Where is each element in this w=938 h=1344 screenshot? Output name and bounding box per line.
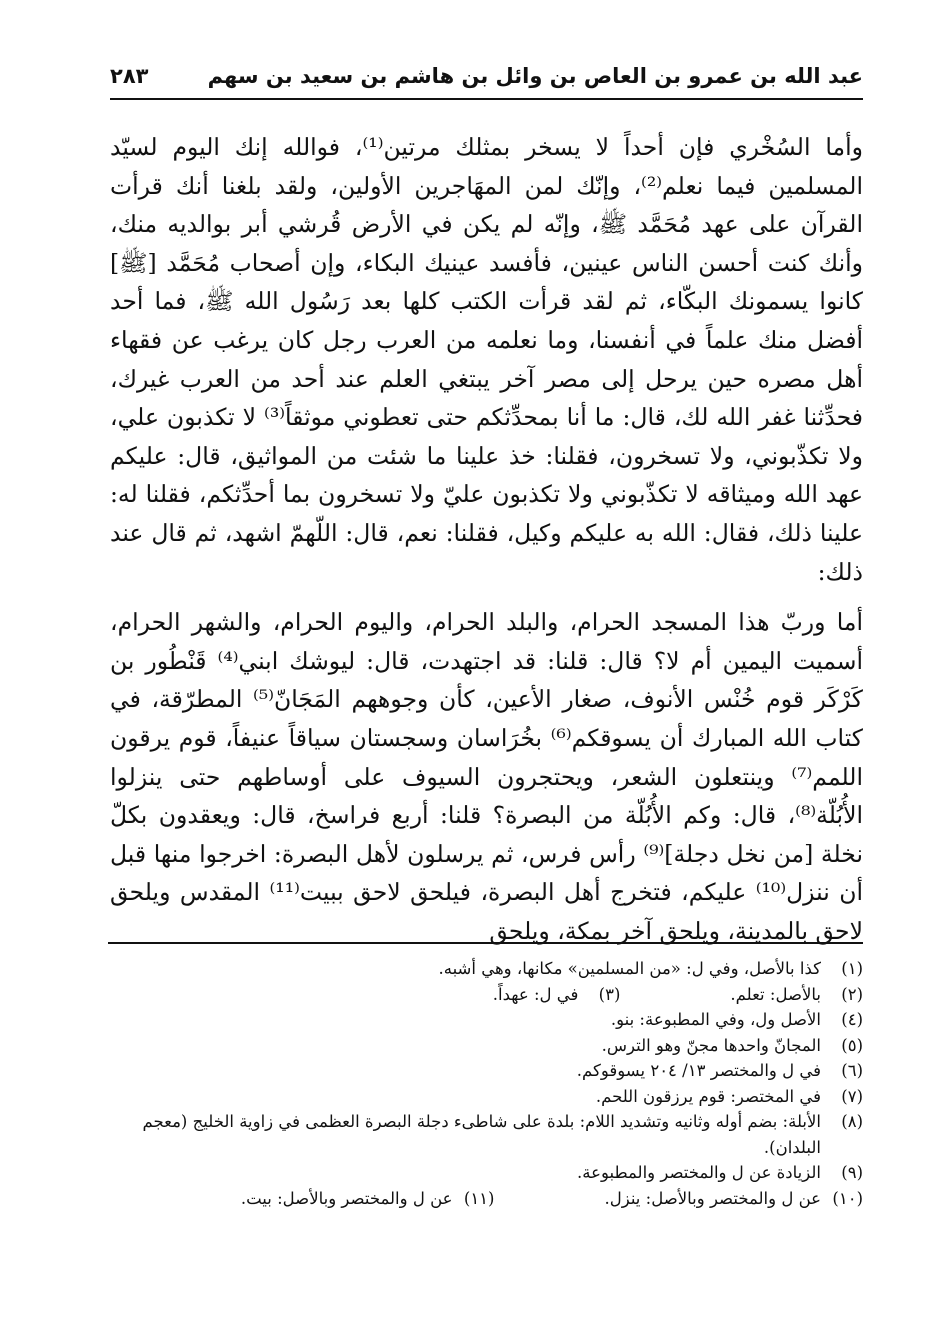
chapter-title: عبد الله بن عمرو بن العاص بن وائل بن هاشم بن سعيد بن سهم [207, 64, 863, 88]
footnote-item [110, 1160, 863, 1186]
footnote-number: (٥) [841, 1035, 863, 1055]
footnote-text: الأصل ول، وفي المطبوعة: بنو. [610, 1010, 821, 1029]
footnote-text: المجانّ واحدها مجنّ وهو الترس. [601, 1035, 821, 1055]
footnote-row [110, 982, 863, 1008]
footnote-text: بالأصل: تعلم. [730, 984, 821, 1004]
running-header [110, 62, 863, 100]
footnote-text: الأبلة: بضم أوله وثانيه وتشديد اللام: بلدة على شاطىء دجلة البصرة العظمى في زاوية الخليج (معجم البلدان). [142, 1112, 821, 1157]
footnote-item [110, 1033, 863, 1059]
footnote-item [110, 1058, 863, 1084]
footnote-number: (٦) [841, 1061, 863, 1080]
footnote-item [110, 956, 863, 982]
footnote-item [110, 1109, 863, 1160]
footnote-text: كذا بالأصل، وفي ل: «من المسلمين» مكانها، وهي أشبه. [438, 959, 821, 978]
footnote-text: عن ل والمختصر وبالأصل: بيت. [240, 1188, 453, 1208]
body-paragraph: وأما السُخْري فإن أحداً لا يسخر بمثلك مرتين⁽¹⁾، فوالله إنك اليوم لسيّد المسلمين فيما نعلم⁽²⁾، وإنّك لمن المهَاجرين الأولين، ولقد بلغنا أنك قرأت القرآن على عهد مُحَمَّد ﷺ، وإنّه لم يكن في الأرض قُرشي أبر بوالديه منك، وأنك كنت أحسن الناس عينين، فأفسد عينيك البكاء، وإن أصحاب مُحَمَّد [ﷺ] كانوا يسمونك البكّاء، ثم لقد قرأت الكتب كلها بعد رَسُول الله ﷺ، فما أحد أفضل منك علماً في أنفسنا، وما نعلمه من العرب رجل كان يرغب عن فقهاء أهل مصره حين يرحل إلى مصر آخر يبتغي العلم عند أحد من العرب غيرك، فحدِّثنا غفر الله لك، قال: ما أنا بمحدِّثكم حتى تعطوني موثقاً⁽³⁾ لا تكذبون علي، ولا تكذّبوني، ولا تسخرون، فقلنا: خذ علينا ما شئت من المواثيق، قال: عليكم عهد الله وميثاقه لا تكذّبوني ولا تكذبون عليّ ولا تسخرون بما أحدِّثكم، فقلنا له: علينا ذلك، فقال: الله به عليكم وكيل، فقلنا: نعم، قال: اللّهمّ اشهد، ثم قال عند ذلك: [110, 133, 863, 586]
footnote-number: (٢) [841, 984, 863, 1004]
footnote-item [110, 1007, 863, 1033]
footnote-row [110, 1186, 863, 1212]
footnote-item [604, 1186, 863, 1212]
footnotes [110, 956, 863, 1211]
footnote-number: (٣) [598, 984, 621, 1004]
footnote-number: (١١) [463, 1188, 495, 1208]
main-text [110, 128, 863, 950]
footnote-text: في ل والمختصر ١٣/ ٢٠٤ يسوقوكم. [576, 1061, 821, 1080]
footnote-divider [108, 942, 863, 944]
footnote-number: (٨) [841, 1112, 863, 1131]
footnote-item [241, 1186, 495, 1212]
page-number: ٢٨٣ [110, 64, 149, 88]
footnote-number: (١٠) [832, 1188, 863, 1208]
footnote-item [110, 1084, 863, 1110]
footnote-number: (٧) [841, 1086, 863, 1106]
footnote-number: (١) [841, 959, 863, 978]
footnote-number: (٤) [841, 1010, 863, 1029]
body-paragraph: أما وربّ هذا المسجد الحرام، والبلد الحرام، واليوم الحرام، والشهر الحرام، أسميت اليمين أم لا؟ قال: قلنا: قد اجتهدت، قال: ليوشك ابني⁽⁴⁾ قَنْطُور بن كَرْكَر قوم خُنْس الأنوف، صغار الأعين، كأن وجوههم المَجَانّ⁽⁵⁾ المطرّقة، في كتاب الله المبارك أن يسوقكم⁽⁶⁾ بخُرَاسان وسجستان سياقاً عنيفاً، قوم يرقون اللمم⁽⁷⁾ وينتعلون الشعر، ويحتجرون السيوف على أوساطهم حتى ينزلوا الأُبُلّة⁽⁸⁾، قال: وكم الأُبُلّة من البصرة؟ قلنا: أربع فراسخ، قال: ويعقدون بكلّ نخلة [من نخل دجلة]⁽⁹⁾ رأس فرس، ثم يرسلون لأهل البصرة: اخرجوا منها قبل أن ننزل⁽¹⁰⁾ عليكم، فتخرج أهل البصرة، فيلحق لاحق ببيت⁽¹¹⁾ المقدس ويلحق لاحق بالمدينة، ويلحق آخر بمكة، ويلحق [110, 608, 864, 945]
footnote-text: في ل: عهداً. [492, 984, 579, 1004]
footnote-text: الزيادة عن ل والمختصر والمطبوعة. [577, 1163, 821, 1182]
footnote-item [730, 982, 863, 1008]
footnote-text: في المختصر: قوم يرزقون اللحم. [595, 1086, 821, 1106]
footnote-text: عن ل والمختصر وبالأصل: ينزل. [604, 1188, 821, 1208]
footnote-number: (٩) [841, 1163, 863, 1182]
footnote-item [493, 982, 621, 1008]
